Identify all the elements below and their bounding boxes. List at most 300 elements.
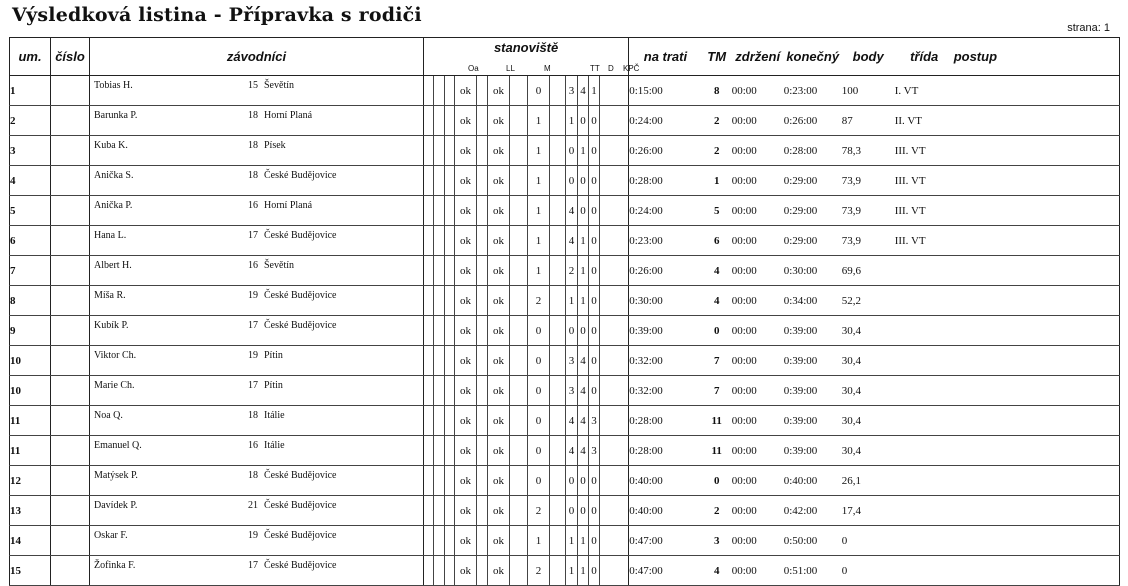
- station-spacer: [550, 256, 566, 286]
- rank-cell: 10: [10, 376, 51, 406]
- station-tt-cell: 3: [566, 76, 578, 106]
- station-ll-cell: ok: [488, 136, 510, 166]
- competitor-name: Anička S.: [94, 170, 134, 181]
- competitor-cell: [90, 76, 424, 106]
- competitor-birth-year: 21: [248, 500, 258, 511]
- station-spacer: [477, 136, 488, 166]
- station-ll-cell: ok: [488, 406, 510, 436]
- competitor-birth-year: 16: [248, 260, 258, 271]
- table-row: [10, 76, 1120, 106]
- station-m-cell: 2: [528, 496, 550, 526]
- competitor-name: Albert H.: [94, 260, 132, 271]
- points-cell: 100: [842, 76, 895, 106]
- station-d-cell: 1: [578, 286, 589, 316]
- competitor-club: Pítin: [264, 350, 283, 361]
- station-ll-cell: ok: [488, 106, 510, 136]
- station-spacer: [477, 76, 488, 106]
- station-spacer: [424, 406, 434, 436]
- station-spacer: [434, 526, 445, 556]
- class-column-header: třída: [895, 38, 954, 76]
- station-kpc-cell: 0: [589, 256, 600, 286]
- station-spacer: [477, 466, 488, 496]
- competitor-birth-year: 17: [248, 230, 258, 241]
- competitor-name: Anička P.: [94, 200, 133, 211]
- delay-cell: 00:00: [732, 406, 784, 436]
- competitor-birth-year: 16: [248, 440, 258, 451]
- station-spacer: [434, 166, 445, 196]
- station-d-cell: 0: [578, 166, 589, 196]
- station-kpc-cell: 0: [589, 526, 600, 556]
- tm-cell: 2: [702, 136, 732, 166]
- advance-cell: [954, 466, 1120, 496]
- competitor-club: Horní Planá: [264, 110, 313, 121]
- station-spacer: [434, 406, 445, 436]
- tm-cell: 8: [702, 76, 732, 106]
- station-spacer: [550, 526, 566, 556]
- station-spacer: [600, 316, 629, 346]
- competitor-cell: [90, 496, 424, 526]
- station-spacer: [445, 436, 455, 466]
- advance-cell: [954, 436, 1120, 466]
- station-m-cell: 1: [528, 196, 550, 226]
- final-time-cell: 0:40:00: [784, 466, 842, 496]
- station-kpc-cell: 0: [589, 496, 600, 526]
- station-kpc-cell: 0: [589, 226, 600, 256]
- station-spacer: [424, 376, 434, 406]
- station-spacer: [445, 556, 455, 586]
- station-tt-cell: 3: [566, 376, 578, 406]
- competitor-birth-year: 18: [248, 410, 258, 421]
- station-spacer: [434, 106, 445, 136]
- station-spacer: [510, 556, 528, 586]
- station-oa-cell: ok: [455, 316, 477, 346]
- station-m-cell: 0: [528, 76, 550, 106]
- competitor-cell: [90, 406, 424, 436]
- competitor-club: České Budějovice: [264, 230, 337, 241]
- station-tt-cell: 4: [566, 226, 578, 256]
- class-cell: [895, 286, 954, 316]
- tm-cell: 2: [702, 106, 732, 136]
- station-spacer: [434, 196, 445, 226]
- points-cell: 69,6: [842, 256, 895, 286]
- number-cell: [51, 406, 90, 436]
- advance-cell: [954, 346, 1120, 376]
- station-oa-cell: ok: [455, 556, 477, 586]
- final-time-cell: 0:42:00: [784, 496, 842, 526]
- station-spacer: [445, 346, 455, 376]
- table-row: [10, 226, 1120, 256]
- on-course-cell: 0:47:00: [629, 526, 702, 556]
- final-time-cell: 0:39:00: [784, 406, 842, 436]
- station-spacer: [445, 526, 455, 556]
- station-spacer: [600, 526, 629, 556]
- competitor-cell: [90, 256, 424, 286]
- points-cell: 30,4: [842, 406, 895, 436]
- delay-cell: 00:00: [732, 136, 784, 166]
- points-cell: 30,4: [842, 436, 895, 466]
- station-m-cell: 0: [528, 466, 550, 496]
- number-cell: [51, 316, 90, 346]
- number-cell: [51, 436, 90, 466]
- station-spacer: [424, 496, 434, 526]
- number-cell: [51, 556, 90, 586]
- station-ll-cell: ok: [488, 226, 510, 256]
- table-row: [10, 466, 1120, 496]
- number-cell: [51, 496, 90, 526]
- advance-cell: [954, 226, 1120, 256]
- station-spacer: [424, 226, 434, 256]
- table-row: [10, 316, 1120, 346]
- station-m-cell: 0: [528, 346, 550, 376]
- tm-cell: 3: [702, 526, 732, 556]
- tm-cell: 7: [702, 376, 732, 406]
- station-spacer: [510, 406, 528, 436]
- rank-cell: 10: [10, 346, 51, 376]
- station-kpc-cell: 0: [589, 466, 600, 496]
- station-kpc-cell: 0: [589, 316, 600, 346]
- on-course-cell: 0:32:00: [629, 346, 702, 376]
- station-m-cell: 1: [528, 526, 550, 556]
- station-spacer: [550, 496, 566, 526]
- station-ll-cell: ok: [488, 376, 510, 406]
- competitor-cell: [90, 556, 424, 586]
- advance-cell: [954, 136, 1120, 166]
- competitor-club: České Budějovice: [264, 320, 337, 331]
- station-oa-cell: ok: [455, 226, 477, 256]
- advance-cell: [954, 106, 1120, 136]
- station-d-cell: 1: [578, 256, 589, 286]
- station-oa-cell: ok: [455, 346, 477, 376]
- stations-title: stanoviště: [493, 40, 559, 55]
- station-ll-cell: ok: [488, 436, 510, 466]
- number-cell: [51, 166, 90, 196]
- class-cell: III. VT: [895, 166, 954, 196]
- competitor-birth-year: 18: [248, 140, 258, 151]
- station-d-label: D: [608, 64, 614, 73]
- station-kpc-cell: 0: [589, 136, 600, 166]
- rank-cell: 12: [10, 466, 51, 496]
- table-row: [10, 436, 1120, 466]
- competitor-name: Viktor Ch.: [94, 350, 137, 361]
- class-cell: [895, 376, 954, 406]
- delay-cell: 00:00: [732, 76, 784, 106]
- points-cell: 73,9: [842, 226, 895, 256]
- station-spacer: [477, 256, 488, 286]
- station-spacer: [434, 226, 445, 256]
- number-cell: [51, 286, 90, 316]
- station-spacer: [600, 106, 629, 136]
- station-d-cell: 1: [578, 556, 589, 586]
- station-spacer: [477, 106, 488, 136]
- page-number: strana: 1: [1067, 22, 1110, 34]
- competitor-club: České Budějovice: [264, 290, 337, 301]
- rank-cell: 6: [10, 226, 51, 256]
- station-oa-cell: ok: [455, 106, 477, 136]
- competitor-club: České Budějovice: [264, 470, 337, 481]
- on-course-cell: 0:40:00: [629, 496, 702, 526]
- number-cell: [51, 226, 90, 256]
- station-tt-cell: 1: [566, 556, 578, 586]
- station-oa-cell: ok: [455, 526, 477, 556]
- station-oa-cell: ok: [455, 136, 477, 166]
- competitor-birth-year: 15: [248, 80, 258, 91]
- station-spacer: [600, 406, 629, 436]
- tm-cell: 11: [702, 406, 732, 436]
- table-row: [10, 136, 1120, 166]
- station-spacer: [434, 496, 445, 526]
- table-row: [10, 286, 1120, 316]
- final-time-cell: 0:28:00: [784, 136, 842, 166]
- final-time-cell: 0:29:00: [784, 166, 842, 196]
- number-cell: [51, 256, 90, 286]
- station-spacer: [550, 316, 566, 346]
- competitor-birth-year: 17: [248, 320, 258, 331]
- station-d-cell: 0: [578, 466, 589, 496]
- competitor-club: České Budějovice: [264, 560, 337, 571]
- station-spacer: [510, 466, 528, 496]
- station-tt-cell: 0: [566, 166, 578, 196]
- station-oa-cell: ok: [455, 436, 477, 466]
- points-cell: 73,9: [842, 166, 895, 196]
- final-time-cell: 0:29:00: [784, 226, 842, 256]
- table-row: [10, 406, 1120, 436]
- rank-cell: 1: [10, 76, 51, 106]
- station-spacer: [445, 376, 455, 406]
- number-cell: [51, 466, 90, 496]
- advance-cell: [954, 256, 1120, 286]
- final-time-cell: 0:30:00: [784, 256, 842, 286]
- station-spacer: [600, 136, 629, 166]
- station-spacer: [510, 256, 528, 286]
- advance-column-header: postup: [954, 38, 1120, 76]
- station-spacer: [445, 406, 455, 436]
- number-cell: [51, 196, 90, 226]
- class-cell: [895, 436, 954, 466]
- station-m-cell: 0: [528, 376, 550, 406]
- competitor-cell: [90, 346, 424, 376]
- station-spacer: [477, 316, 488, 346]
- station-m-cell: 0: [528, 316, 550, 346]
- rank-cell: 13: [10, 496, 51, 526]
- station-spacer: [434, 286, 445, 316]
- station-spacer: [477, 346, 488, 376]
- station-spacer: [445, 76, 455, 106]
- station-tt-cell: 3: [566, 346, 578, 376]
- delay-cell: 00:00: [732, 106, 784, 136]
- station-spacer: [424, 556, 434, 586]
- final-time-cell: 0:29:00: [784, 196, 842, 226]
- competitor-birth-year: 17: [248, 560, 258, 571]
- delay-cell: 00:00: [732, 286, 784, 316]
- final-time-cell: 0:26:00: [784, 106, 842, 136]
- tm-cell: 1: [702, 166, 732, 196]
- station-d-cell: 1: [578, 136, 589, 166]
- rank-column-header: um.: [10, 38, 51, 76]
- final-time-cell: 0:39:00: [784, 436, 842, 466]
- station-spacer: [477, 526, 488, 556]
- station-tt-cell: 1: [566, 106, 578, 136]
- number-cell: [51, 106, 90, 136]
- station-d-cell: 4: [578, 376, 589, 406]
- number-cell: [51, 526, 90, 556]
- final-time-cell: 0:39:00: [784, 316, 842, 346]
- tm-cell: 4: [702, 286, 732, 316]
- class-cell: [895, 346, 954, 376]
- station-spacer: [600, 286, 629, 316]
- station-spacer: [477, 406, 488, 436]
- station-spacer: [510, 136, 528, 166]
- tm-cell: 2: [702, 496, 732, 526]
- on-course-cell: 0:23:00: [629, 226, 702, 256]
- competitor-club: Ševětín: [264, 80, 294, 91]
- competitor-name: Noa Q.: [94, 410, 123, 421]
- on-course-cell: 0:15:00: [629, 76, 702, 106]
- delay-cell: 00:00: [732, 226, 784, 256]
- table-row: [10, 556, 1120, 586]
- station-spacer: [424, 76, 434, 106]
- station-spacer: [477, 376, 488, 406]
- station-spacer: [434, 466, 445, 496]
- station-spacer: [600, 556, 629, 586]
- number-column-header: číslo: [51, 38, 90, 76]
- station-oa-cell: ok: [455, 466, 477, 496]
- rank-cell: 9: [10, 316, 51, 346]
- final-time-cell: 0:51:00: [784, 556, 842, 586]
- station-spacer: [550, 286, 566, 316]
- on-course-cell: 0:28:00: [629, 436, 702, 466]
- station-kpc-cell: 1: [589, 76, 600, 106]
- station-kpc-cell: 3: [589, 406, 600, 436]
- station-spacer: [600, 196, 629, 226]
- on-course-cell: 0:30:00: [629, 286, 702, 316]
- delay-column-header: zdržení: [732, 38, 784, 76]
- station-m-cell: 2: [528, 286, 550, 316]
- competitor-birth-year: 16: [248, 200, 258, 211]
- points-cell: 17,4: [842, 496, 895, 526]
- advance-cell: [954, 406, 1120, 436]
- tm-column-header: TM: [702, 38, 732, 76]
- station-spacer: [424, 346, 434, 376]
- station-kpc-cell: 0: [589, 196, 600, 226]
- competitor-cell: [90, 436, 424, 466]
- competitor-name: Žofinka F.: [94, 560, 136, 571]
- station-tt-cell: 4: [566, 196, 578, 226]
- competitor-birth-year: 18: [248, 110, 258, 121]
- advance-cell: [954, 286, 1120, 316]
- station-spacer: [477, 496, 488, 526]
- station-tt-cell: 4: [566, 436, 578, 466]
- competitor-name: Matýsek P.: [94, 470, 138, 481]
- table-row: [10, 166, 1120, 196]
- station-spacer: [434, 316, 445, 346]
- points-cell: 73,9: [842, 196, 895, 226]
- station-spacer: [424, 106, 434, 136]
- station-tt-cell: 2: [566, 256, 578, 286]
- class-cell: I. VT: [895, 76, 954, 106]
- tm-cell: 0: [702, 466, 732, 496]
- competitor-club: Itálie: [264, 410, 285, 421]
- station-ll-cell: ok: [488, 166, 510, 196]
- rank-cell: 11: [10, 406, 51, 436]
- station-spacer: [510, 286, 528, 316]
- competitor-club: České Budějovice: [264, 500, 337, 511]
- class-cell: II. VT: [895, 106, 954, 136]
- delay-cell: 00:00: [732, 526, 784, 556]
- points-cell: 30,4: [842, 316, 895, 346]
- station-m-cell: 0: [528, 436, 550, 466]
- station-spacer: [600, 436, 629, 466]
- table-row: [10, 376, 1120, 406]
- station-spacer: [477, 226, 488, 256]
- station-oa-label: Oa: [468, 64, 479, 73]
- table-row: [10, 106, 1120, 136]
- station-m-cell: 1: [528, 226, 550, 256]
- station-spacer: [445, 136, 455, 166]
- station-d-cell: 4: [578, 436, 589, 466]
- competitor-club: Itálie: [264, 440, 285, 451]
- station-oa-cell: ok: [455, 406, 477, 436]
- station-kpc-cell: 0: [589, 286, 600, 316]
- competitor-cell: [90, 316, 424, 346]
- station-spacer: [477, 196, 488, 226]
- competitor-cell: [90, 166, 424, 196]
- tm-cell: 4: [702, 256, 732, 286]
- station-oa-cell: ok: [455, 256, 477, 286]
- competitor-cell: [90, 466, 424, 496]
- station-spacer: [445, 466, 455, 496]
- competitor-name: Oskar F.: [94, 530, 128, 541]
- station-d-cell: 4: [578, 76, 589, 106]
- station-spacer: [445, 196, 455, 226]
- station-d-cell: 0: [578, 106, 589, 136]
- station-oa-cell: ok: [455, 496, 477, 526]
- competitor-cell: [90, 376, 424, 406]
- competitor-birth-year: 19: [248, 350, 258, 361]
- competitor-club: Horní Planá: [264, 200, 313, 211]
- station-m-cell: 1: [528, 256, 550, 286]
- number-cell: [51, 346, 90, 376]
- station-spacer: [550, 166, 566, 196]
- station-spacer: [510, 76, 528, 106]
- station-spacer: [550, 376, 566, 406]
- station-spacer: [477, 166, 488, 196]
- class-cell: [895, 496, 954, 526]
- competitor-club: Ševětín: [264, 260, 294, 271]
- competitor-name: Davídek P.: [94, 500, 138, 511]
- points-cell: 78,3: [842, 136, 895, 166]
- station-spacer: [510, 196, 528, 226]
- tm-cell: 0: [702, 316, 732, 346]
- points-cell: 26,1: [842, 466, 895, 496]
- station-spacer: [510, 316, 528, 346]
- tm-cell: 4: [702, 556, 732, 586]
- advance-cell: [954, 496, 1120, 526]
- competitor-name: Barunka P.: [94, 110, 138, 121]
- competitor-birth-year: 18: [248, 470, 258, 481]
- station-spacer: [424, 526, 434, 556]
- station-spacer: [550, 436, 566, 466]
- class-cell: III. VT: [895, 136, 954, 166]
- table-header-row: [10, 38, 1120, 76]
- competitor-club: Písek: [264, 140, 286, 151]
- advance-cell: [954, 76, 1120, 106]
- station-tt-cell: 1: [566, 286, 578, 316]
- station-spacer: [600, 466, 629, 496]
- station-kpc-cell: 0: [589, 376, 600, 406]
- class-cell: [895, 406, 954, 436]
- class-cell: [895, 556, 954, 586]
- station-spacer: [445, 166, 455, 196]
